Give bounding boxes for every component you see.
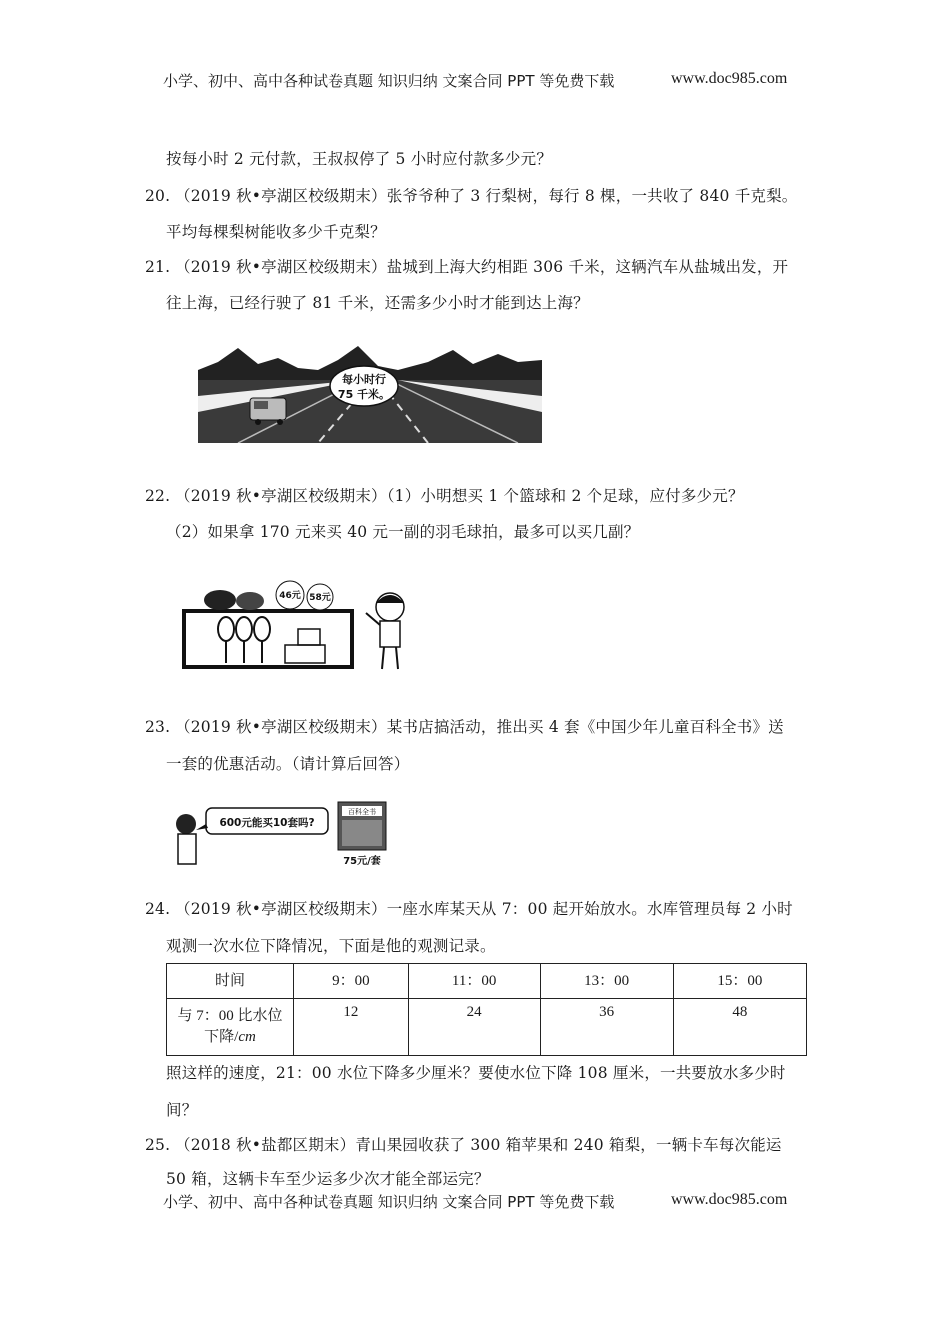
q24-number: 24.	[145, 900, 171, 918]
q22-line2: （2）如果拿 170 元来买 40 元一副的羽毛球拍，最多可以买几副？	[166, 523, 640, 541]
q25-number: 25.	[145, 1136, 171, 1154]
book-price-label: 75元/套	[343, 856, 381, 867]
water-level-table	[166, 963, 807, 1056]
page-header	[163, 70, 823, 91]
q23-number: 23.	[145, 718, 171, 736]
q25-line1	[145, 1133, 782, 1155]
sports-shelf-illustration	[180, 567, 412, 675]
q20-number: 20.	[145, 187, 171, 205]
q24-text1: （2019 秋•亭湖区校级期末）一座水库某天从 7：00 起开始放水。水库管理员每 2 小时	[175, 900, 793, 918]
row-label-line1: 与 7：00 比水位	[177, 1008, 283, 1024]
q20-line1	[145, 184, 798, 206]
highway-illustration	[198, 340, 542, 443]
footer-text: 小学、初中、高中各种试卷真题 知识归纳 文案合同 PPT 等免费下载	[163, 1193, 615, 1211]
table-header-cell: 时间	[167, 964, 294, 999]
table-row	[167, 999, 807, 1056]
q24-line1	[145, 897, 793, 919]
q21-text1: （2019 秋•亭湖区校级期末）盐城到上海大约相距 306 千米，这辆汽车从盐城出发，开	[175, 258, 789, 276]
table-cell: 36	[540, 999, 673, 1056]
table-header-cell: 15：00	[673, 964, 806, 999]
speech-bubble-text: 600元能买10套吗?	[219, 817, 315, 829]
q22-text1: （2019 秋•亭湖区校级期末）（1）小明想买 1 个篮球和 2 个足球，应付多少元？	[175, 487, 744, 505]
price-tag-1: 46元	[279, 591, 301, 601]
q24-line4: 间？	[166, 1101, 198, 1119]
q21-line2: 往上海，已经行驶了 81 千米，还需多少小时才能到达上海？	[166, 294, 589, 312]
header-url[interactable]: www.doc985.com	[671, 70, 788, 87]
q21-number: 21.	[145, 258, 171, 276]
bookstore-illustration	[168, 798, 390, 870]
q25-text1: （2018 秋•盐都区期末）青山果园收获了 300 箱苹果和 240 箱梨，一辆卡车每次能运	[175, 1136, 782, 1154]
q19-tail-text: 按每小时 2 元付款，王叔叔停了 5 小时应付款多少元？	[166, 150, 553, 168]
q21-line1	[145, 255, 788, 277]
speed-sign-text2: 75 千米。	[337, 388, 391, 401]
table-cell: 24	[408, 999, 540, 1056]
table-header-cell: 13：00	[540, 964, 673, 999]
q23-line1	[145, 715, 784, 737]
speed-sign-text1: 每小时行	[342, 373, 386, 386]
footer-url[interactable]: www.doc985.com	[671, 1191, 788, 1208]
table-row-label	[167, 999, 294, 1056]
table-cell: 48	[673, 999, 806, 1056]
table-header-row	[167, 964, 807, 999]
table-header-cell: 11：00	[408, 964, 540, 999]
table-cell: 12	[294, 999, 409, 1056]
q23-line2: 一套的优惠活动。（请计算后回答）	[166, 755, 410, 773]
q20-text1: （2019 秋•亭湖区校级期末）张爷爷种了 3 行梨树，每行 8 棵，一共收了 840 千克梨。	[175, 187, 798, 205]
book-title-text: 百科全书	[348, 808, 376, 816]
page-footer	[163, 1191, 823, 1212]
row-label-unit: cm	[238, 1029, 256, 1045]
row-label-line2: 下降/cm	[204, 1029, 256, 1045]
price-tag-2: 58元	[309, 593, 331, 603]
q23-text1: （2019 秋•亭湖区校级期末）某书店搞活动，推出买 4 套《中国少年儿童百科全书》送	[175, 718, 784, 736]
q22-number: 22.	[145, 487, 171, 505]
q20-line2: 平均每棵梨树能收多少千克梨？	[166, 223, 386, 241]
header-text: 小学、初中、高中各种试卷真题 知识归纳 文案合同 PPT 等免费下载	[163, 72, 615, 90]
q25-line2: 50 箱，这辆卡车至少运多少次才能全部运完？	[166, 1170, 490, 1188]
table-header-cell: 9：00	[294, 964, 409, 999]
q24-line3: 照这样的速度，21：00 水位下降多少厘米？要使水位下降 108 厘米，一共要放水多少时	[166, 1064, 786, 1082]
q24-line2: 观测一次水位下降情况，下面是他的观测记录。	[166, 937, 496, 955]
q22-line1	[145, 484, 744, 506]
